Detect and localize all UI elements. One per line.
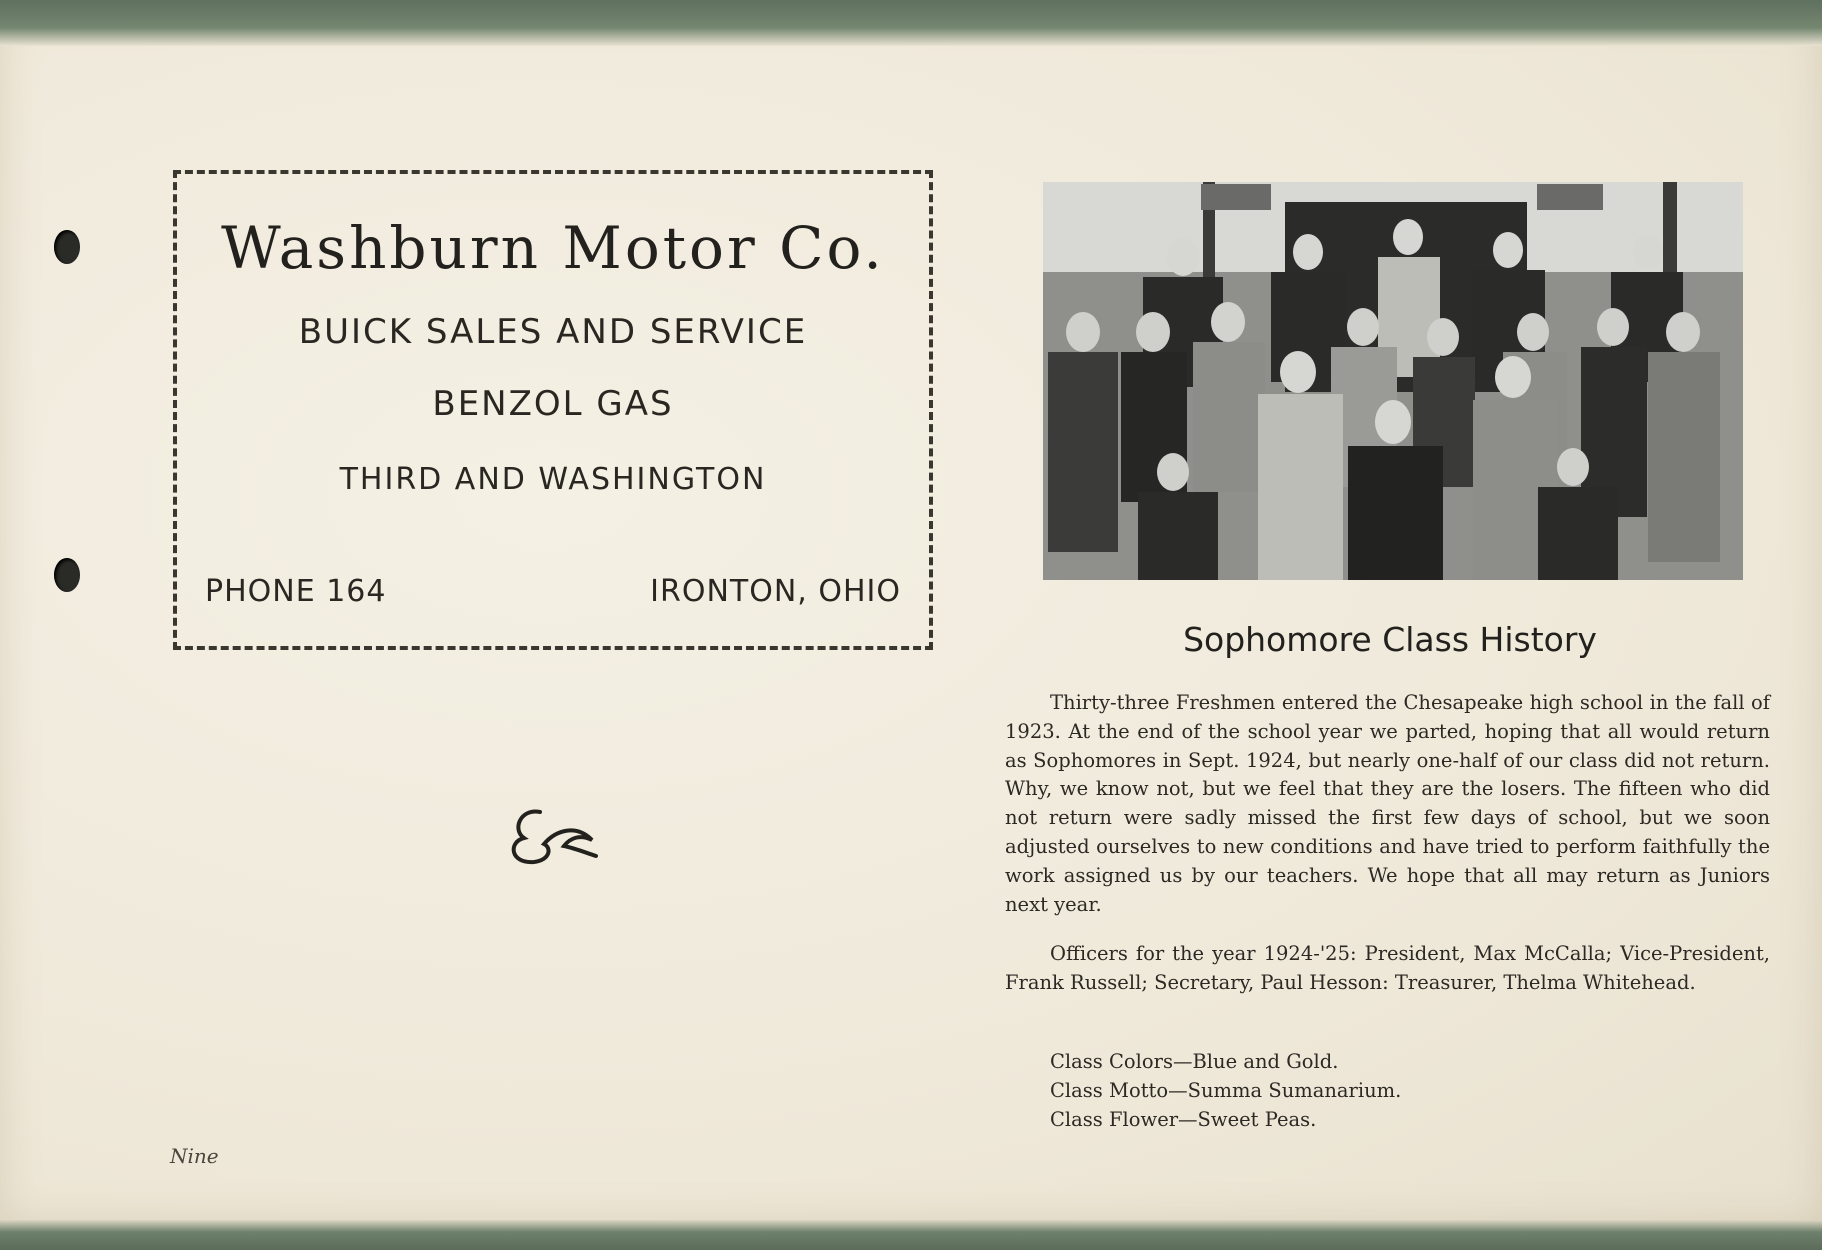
- ad-address: THIRD AND WASHINGTON: [339, 462, 767, 497]
- binder-hole-top: [54, 230, 80, 264]
- class-photograph: [1043, 182, 1743, 580]
- binding-edge-top: [0, 0, 1822, 46]
- officers-paragraph: Officers for the year 1924-'25: President, Max McCalla; Vice-President, Frank Russell; Secretary, Paul Hesson: Treasurer, Thelma Whitehead.: [1005, 942, 1770, 994]
- history-paragraph: Thirty-three Freshmen entered the Chesapeake high school in the fall of 1923. At the end of the school year we parted, hoping that all would return as Sophomores in Sept. 1924, but nearly one-half of our class did not return. Why, we know not, but we feel that they are the losers. The fifteen who did not return were sadly missed the first few days of school, but we soon adjusted ourselves to new conditions and have tried to perform faithfully the work assigned us by our teachers. We hope that all may return as Juniors next year.: [1005, 691, 1770, 916]
- advertisement-box: [173, 170, 933, 650]
- yearbook-page: [0, 12, 1822, 1224]
- ad-line-gas: BENZOL GAS: [432, 384, 674, 424]
- class-flower: Class Flower—Sweet Peas.: [1050, 1107, 1317, 1131]
- page-number: Nine: [170, 1144, 219, 1168]
- class-facts-list: [1050, 1048, 1401, 1134]
- class-motto: Class Motto—Summa Sumanarium.: [1050, 1078, 1402, 1102]
- ornament-flourish-icon: [500, 800, 610, 870]
- ad-city: IRONTON, OHIO: [650, 574, 901, 609]
- ad-phone: PHONE 164: [205, 574, 387, 609]
- class-colors: Class Colors—Blue and Gold.: [1050, 1050, 1339, 1073]
- section-title: Sophomore Class History: [1183, 620, 1597, 659]
- ad-company-name: Washburn Motor Co.: [221, 214, 885, 282]
- ad-line-sales: BUICK SALES AND SERVICE: [298, 312, 808, 352]
- binding-edge-bottom: [0, 1220, 1822, 1250]
- class-photo-image: [1043, 182, 1743, 580]
- binder-hole-bottom: [54, 558, 80, 592]
